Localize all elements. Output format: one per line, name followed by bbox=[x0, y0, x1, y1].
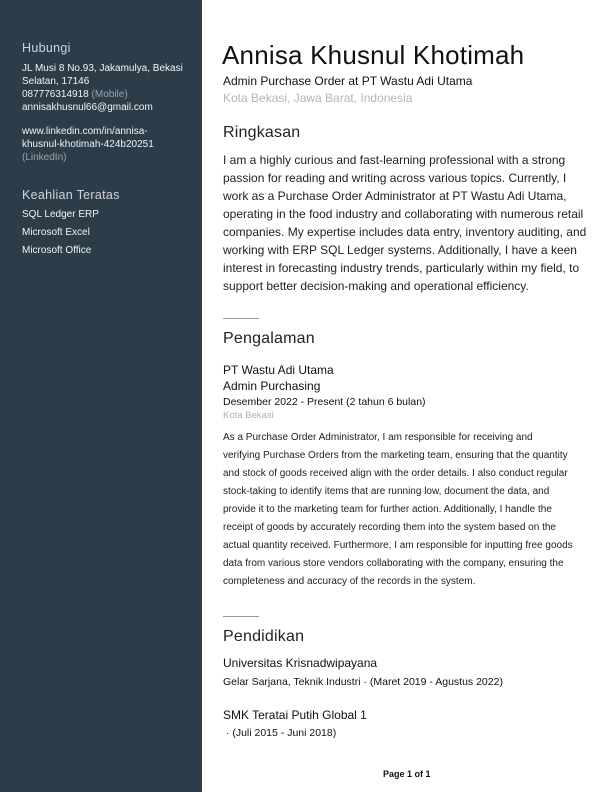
location: Kota Bekasi, Jawa Barat, Indonesia bbox=[223, 91, 413, 105]
skill-item: Microsoft Excel bbox=[22, 227, 90, 238]
linkedin bbox=[22, 125, 154, 164]
contact-info bbox=[22, 62, 183, 114]
page-number: Page 1 of 1 bbox=[383, 769, 431, 779]
phone bbox=[22, 88, 183, 101]
skills-heading: Keahlian Teratas bbox=[22, 188, 120, 202]
job-title: Admin Purchasing bbox=[223, 379, 321, 393]
summary-text bbox=[223, 151, 586, 295]
summary-line: passion for reading and writing across various topics. Currently, I bbox=[223, 171, 567, 185]
summary-line: working with ERP SQL Ledger systems. Additionally, I have a keen bbox=[223, 243, 577, 257]
school-name: SMK Teratai Putih Global 1 bbox=[223, 708, 367, 722]
education-detail: Gelar Sarjana, Teknik Industri · (Maret 2019 - Agustus 2022) bbox=[223, 676, 503, 688]
company-name: PT Wastu Adi Utama bbox=[223, 363, 334, 377]
summary-line: companies. My expertise includes data entry, inventory auditing, and bbox=[223, 225, 587, 239]
headline: Admin Purchase Order at PT Wastu Adi Utama bbox=[223, 74, 473, 88]
summary-line: operating in the food industry and collaborating with numerous retail bbox=[223, 207, 584, 221]
job-location: Kota Bekasi bbox=[223, 410, 274, 421]
phone-label: (Mobile) bbox=[91, 89, 128, 100]
description-line: receipt of goods by accurately recording them into the system based on the bbox=[223, 522, 556, 533]
contact-heading: Hubungi bbox=[22, 41, 71, 55]
description-line: actual quantity received. Furthermore, I am responsible for inputting free goods bbox=[223, 540, 573, 551]
description-line: completeness and accuracy of the records in the system. bbox=[223, 576, 476, 587]
profile-name: Annisa Khusnul Khotimah bbox=[222, 40, 525, 70]
linkedin-label: (LinkedIn) bbox=[22, 152, 67, 163]
description-line: verifying Purchase Orders from the marketing team, ensuring that the quantity bbox=[223, 450, 568, 461]
description-line: provide it to the marketing team for further action. Additionally, I handle the bbox=[223, 504, 552, 515]
description-line: As a Purchase Order Administrator, I am responsible for receiving and bbox=[223, 432, 533, 443]
phone-number: 087776314918 bbox=[22, 89, 89, 100]
linkedin-url-line[interactable]: khusnul-khotimah-424b20251 bbox=[22, 139, 154, 150]
section-divider bbox=[223, 318, 259, 319]
address-line: JL Musi 8 No.93, Jakamulya, Bekasi bbox=[22, 63, 183, 74]
summary-heading: Ringkasan bbox=[223, 124, 301, 141]
description-line: stock-taking to identify items that are running low, document the data, and bbox=[223, 486, 550, 497]
school-name: Universitas Krisnadwipayana bbox=[223, 656, 378, 670]
address-line: Selatan, 17146 bbox=[22, 76, 90, 87]
section-divider bbox=[223, 616, 259, 617]
email-link[interactable]: annisakhusnul66@gmail.com bbox=[22, 102, 153, 113]
summary-line: support better decision-making and operational efficiency. bbox=[223, 279, 529, 293]
education-detail: · (Juli 2015 - Juni 2018) bbox=[223, 727, 337, 739]
skill-item: Microsoft Office bbox=[22, 245, 92, 256]
job-description bbox=[223, 429, 573, 591]
summary-line: interest in forecasting industry trends, particularly within my field, to bbox=[223, 261, 580, 275]
education-heading: Pendidikan bbox=[223, 628, 305, 645]
summary-line: work as a Purchase Order Administrator at PT Wastu Adi Utama, bbox=[223, 189, 567, 203]
experience-heading: Pengalaman bbox=[223, 330, 315, 347]
description-line: data from various store vendors collaborating with the company, ensuring the bbox=[223, 558, 564, 569]
summary-line: I am a highly curious and fast-learning professional with a strong bbox=[223, 153, 566, 167]
linkedin-url-line[interactable]: www.linkedin.com/in/annisa- bbox=[22, 126, 148, 137]
job-dates: Desember 2022 - Present (2 tahun 6 bulan) bbox=[223, 396, 426, 408]
description-line: and stock of goods received align with the order details. I also conduct regular bbox=[223, 468, 568, 479]
sidebar bbox=[0, 0, 202, 792]
skill-item: SQL Ledger ERP bbox=[22, 209, 99, 220]
